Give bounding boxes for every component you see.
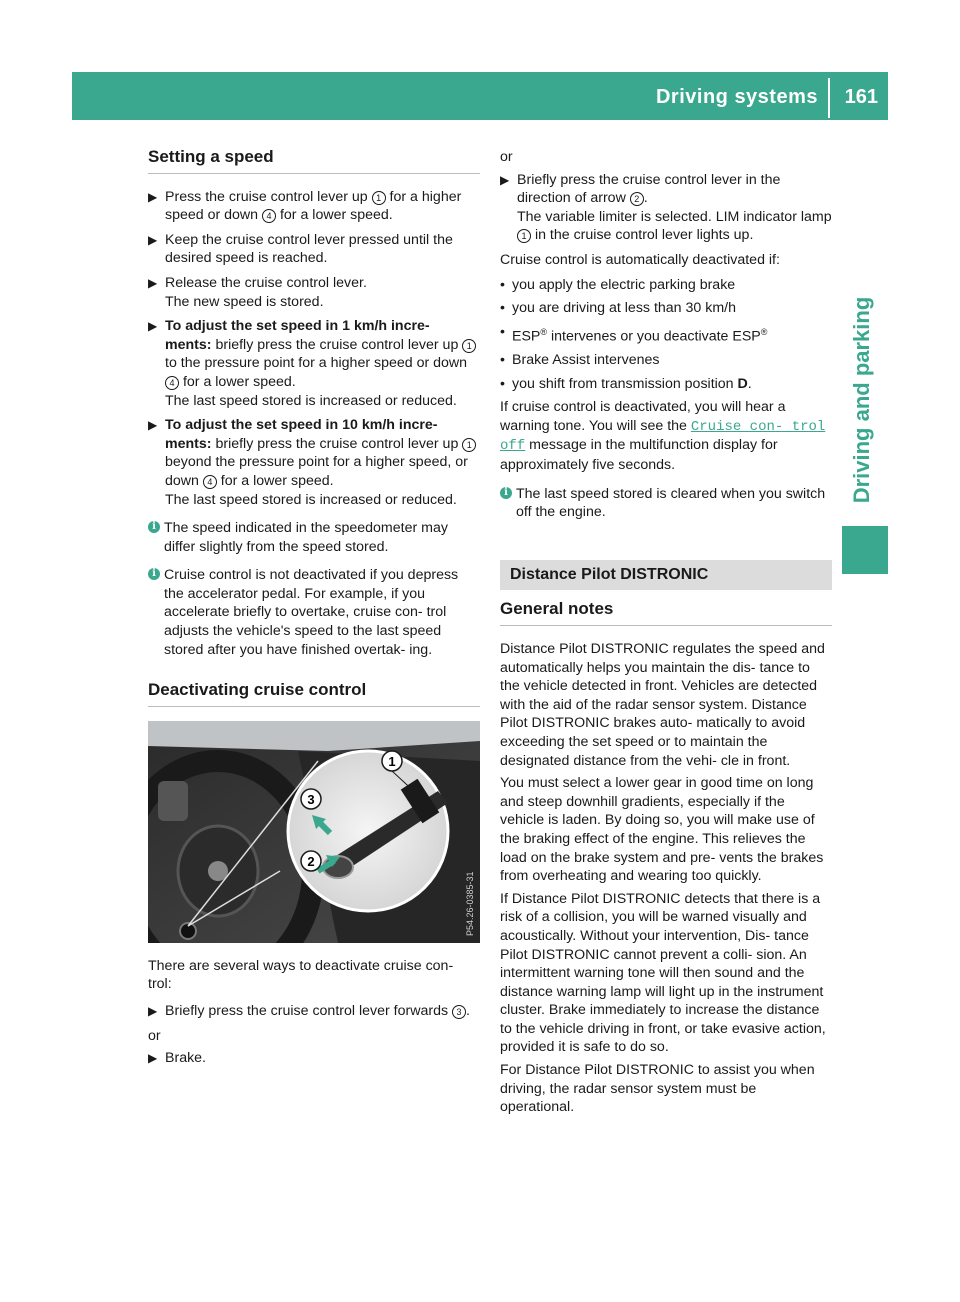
list-item [500,276,832,295]
cruise-lever-illustration [148,721,480,943]
distronic-section-heading: Distance Pilot DISTRONIC [500,560,832,591]
auto-deactivate-intro: Cruise control is automatically deactivated if: [500,251,780,268]
left-column [148,148,480,1074]
info-text: Cruise control is not deactivated if you depress the accelerator pedal. For example, if you accelerate briefly to overtake, cruise con- trol adjusts the vehicle's speed to the last speed stored after you have finished overtak- ing. [164,567,459,658]
or-text: or [500,149,513,165]
list-item-text: . [747,375,752,392]
side-tab-label: Driving and parking [849,296,874,504]
step-text: Briefly press the cruise control lever in the direction of arrow [517,171,781,207]
arrow-icon: ▶ [148,1004,158,1019]
step-result: in the cruise control lever lights up. [531,227,754,244]
deactivate-intro: There are several ways to deactivate cruise con- trol: [148,957,454,993]
gear-position: D [737,375,748,392]
header-separator [828,78,830,118]
step-result: The last speed stored is increased or reduced. [165,392,457,409]
list-item-text: Brake Assist intervenes [512,352,660,369]
info-icon: i [148,521,160,533]
callout-3-icon: 3 [452,1005,466,1019]
list-item [500,299,832,318]
step-text: for a lower speed. [276,207,393,224]
step-result: The new speed is stored. [165,293,324,310]
step-text: to the pressure point for a higher speed or down [165,355,468,372]
info-text: The speed indicated in the speedometer may differ slightly from the speed stored. [164,520,448,555]
bullet-icon: • [500,323,505,340]
side-tab [842,296,882,504]
step [148,1049,480,1068]
list-item-text: you are driving at less than 30 km/h [512,300,736,317]
list-item-text: intervenes or you deactivate ESP [547,328,761,345]
callout-4-icon: 4 [203,475,217,489]
step-text: Brake. [165,1050,207,1067]
general-notes-heading: General notes [500,600,832,626]
callout-1-icon: 1 [462,438,476,452]
or-text: or [148,1027,161,1044]
setting-speed-heading: Setting a speed [148,148,480,174]
chapter-title: Driving systems [655,86,818,108]
registered-mark: ® [540,326,548,337]
paragraph: If Distance Pilot DISTRONIC detects that there is a risk of a collision, you will be warned visually and acoustically. Without your intervention, Dis- tance Pilot DISTRONIC cannot prevent a colli- sion. An intermittent warning tone will then sound and the distance warning lamp will light up in the instrument cluster. Brake immediately to increase the distance to the vehicle driving in front, or take evasive action, provided it is safe to do so. [500,890,826,1056]
callout-1-icon: 1 [462,339,476,353]
step-text: for a lower speed. [179,373,296,390]
arrow-icon: ▶ [148,418,158,433]
step-text: for a lower speed. [216,472,334,489]
step-text: Keep the cruise control lever pressed until the desired speed is reached. [165,231,453,267]
callout-1-icon: 1 [372,191,386,205]
callout-4-icon: 4 [262,209,276,223]
step [148,1002,480,1021]
step [148,231,480,268]
bullet-icon: • [500,375,505,392]
arrow-icon: ▶ [148,189,158,204]
step [148,274,480,311]
list-item-text: you apply the electric parking brake [512,276,736,293]
callout-2-icon: 2 [630,192,644,206]
info-icon: i [148,568,160,580]
list-item [500,351,832,370]
step-result: The variable limiter is selected. LIM indicator lamp [517,208,832,225]
arrow-icon: ▶ [500,172,510,187]
warning-text: message in the multifunction display for approximately five seconds. [500,437,778,474]
info-icon: i [500,487,512,499]
step-text: Briefly press the cruise control lever forwards [165,1003,453,1020]
step [148,416,480,509]
step-result: The last speed stored is increased or reduced. [165,491,457,508]
info-text: The last speed stored is cleared when you switch off the engine. [516,485,826,521]
callout-1-icon: 1 [517,229,531,243]
callout-1-label: 1 [388,753,396,769]
right-column [500,148,832,1121]
arrow-icon: ▶ [148,232,158,247]
bullet-icon: • [500,300,505,317]
display-message: Cruise con‐ trol off [500,418,826,455]
list-item [500,323,832,346]
header-bar [72,72,888,120]
step-text: for a higher speed or down [165,188,462,224]
step-text: beyond the pressure point for a higher speed, or down [165,454,468,489]
info-note [148,519,480,556]
step-text: briefly press the cruise control lever up [211,336,463,353]
callout-3-label: 3 [307,791,315,807]
callout-2-label: 2 [307,853,315,869]
warning-paragraph [500,398,832,474]
registered-mark: ® [760,326,768,337]
page-number: 161 [844,86,878,108]
arrow-icon: ▶ [148,275,158,290]
list-item [500,375,832,394]
list-item-text: you shift from transmission position [512,375,738,392]
figure-code: P54.26-0385-31 [465,871,475,936]
info-note [500,485,832,522]
list-item-text: ESP [512,328,541,345]
deactivating-heading: Deactivating cruise control [148,681,480,707]
arrow-icon: ▶ [148,1051,158,1066]
info-note [148,566,480,659]
cruise-lever-figure [148,721,480,943]
bullet-icon: • [500,276,505,293]
paragraph: You must select a lower gear in good time on long and steep downhill gradients, especially if the vehicle is laden. By doing so, you will make use of the braking effect of the engine. This relieves the load on the brake system and pre- vents the brakes from overheating and wearing too quickly. [500,775,824,885]
step-bold: To adjust the set speed in 1 km/h incre- ments: [165,318,430,353]
callout-4-icon: 4 [165,376,179,390]
step [148,188,480,225]
warning-text: If cruise control is deactivated, you will hear a warning tone. You will see the [500,399,786,434]
step-bold: To adjust the set speed in 10 km/h incre- ments: [165,417,438,452]
step-text: briefly press the cruise control lever up [211,435,463,452]
step-text: Press the cruise control lever up [165,188,372,205]
paragraph: Distance Pilot DISTRONIC regulates the speed and automatically helps you maintain the dis- tance to the vehicle detected in front. Vehicles are detected with the aid of the radar sensor system. Distance Pilot DISTRONIC brakes auto- matically to avoid exceeding the set speed or to maintain the designated distance from the vehi- cle in front. [500,641,825,769]
bullet-icon: • [500,352,505,369]
arrow-icon: ▶ [148,319,158,334]
step [148,317,480,410]
paragraph: For Distance Pilot DISTRONIC to assist you when driving, the radar sensor system must be operational. [500,1062,815,1116]
step [500,171,832,245]
side-tab-block [842,526,888,574]
step-text: . [466,1003,470,1020]
step-text: . [643,190,648,207]
step-text: Release the cruise control lever. [165,274,367,291]
